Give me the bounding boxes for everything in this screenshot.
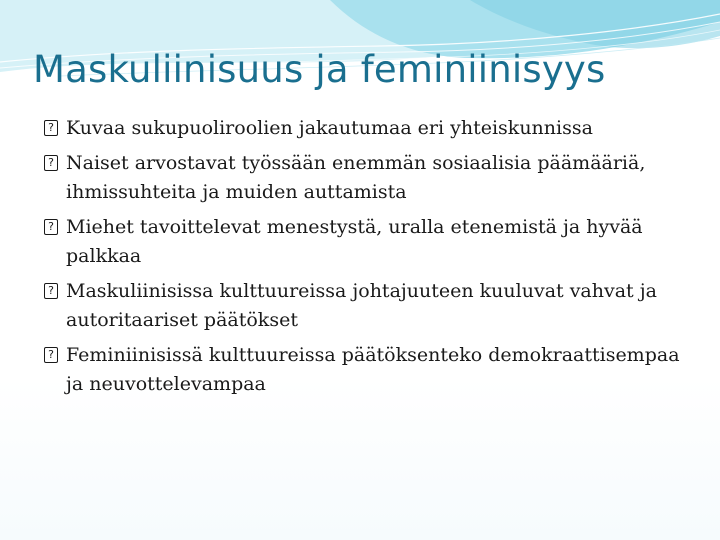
bullet-marker-icon: ?: [44, 283, 58, 299]
bullet-list: [44, 114, 694, 405]
bullet-text: Naiset arvostavat työssään enemmän sosiaalisia päämääriä, ihmissuhteita ja muiden auttamista: [66, 152, 646, 203]
bullet-item: [44, 114, 694, 143]
bullet-item: [44, 213, 694, 271]
bullet-marker-icon: ?: [44, 347, 58, 363]
bullet-text: Kuvaa sukupuoliroolien jakautumaa eri yhteiskunnissa: [66, 117, 593, 139]
bullet-marker-icon: ?: [44, 155, 58, 171]
bullet-text: Miehet tavoittelevat menestystä, uralla etenemistä ja hyvää palkkaa: [66, 216, 643, 267]
bullet-item: [44, 341, 694, 399]
bullet-item: [44, 277, 694, 335]
bullet-text: Feminiinisissä kulttuureissa päätöksenteko demokraattisempaa ja neuvottelevampaa: [66, 344, 680, 395]
bullet-text: Maskuliinisissa kulttuureissa johtajuuteen kuuluvat vahvat ja autoritaariset päätökset: [66, 280, 657, 331]
bullet-item: [44, 149, 694, 207]
bullet-marker-icon: ?: [44, 120, 58, 136]
slide-title: Maskuliinisuus ja feminiinisyys: [33, 48, 606, 91]
bullet-marker-icon: ?: [44, 219, 58, 235]
